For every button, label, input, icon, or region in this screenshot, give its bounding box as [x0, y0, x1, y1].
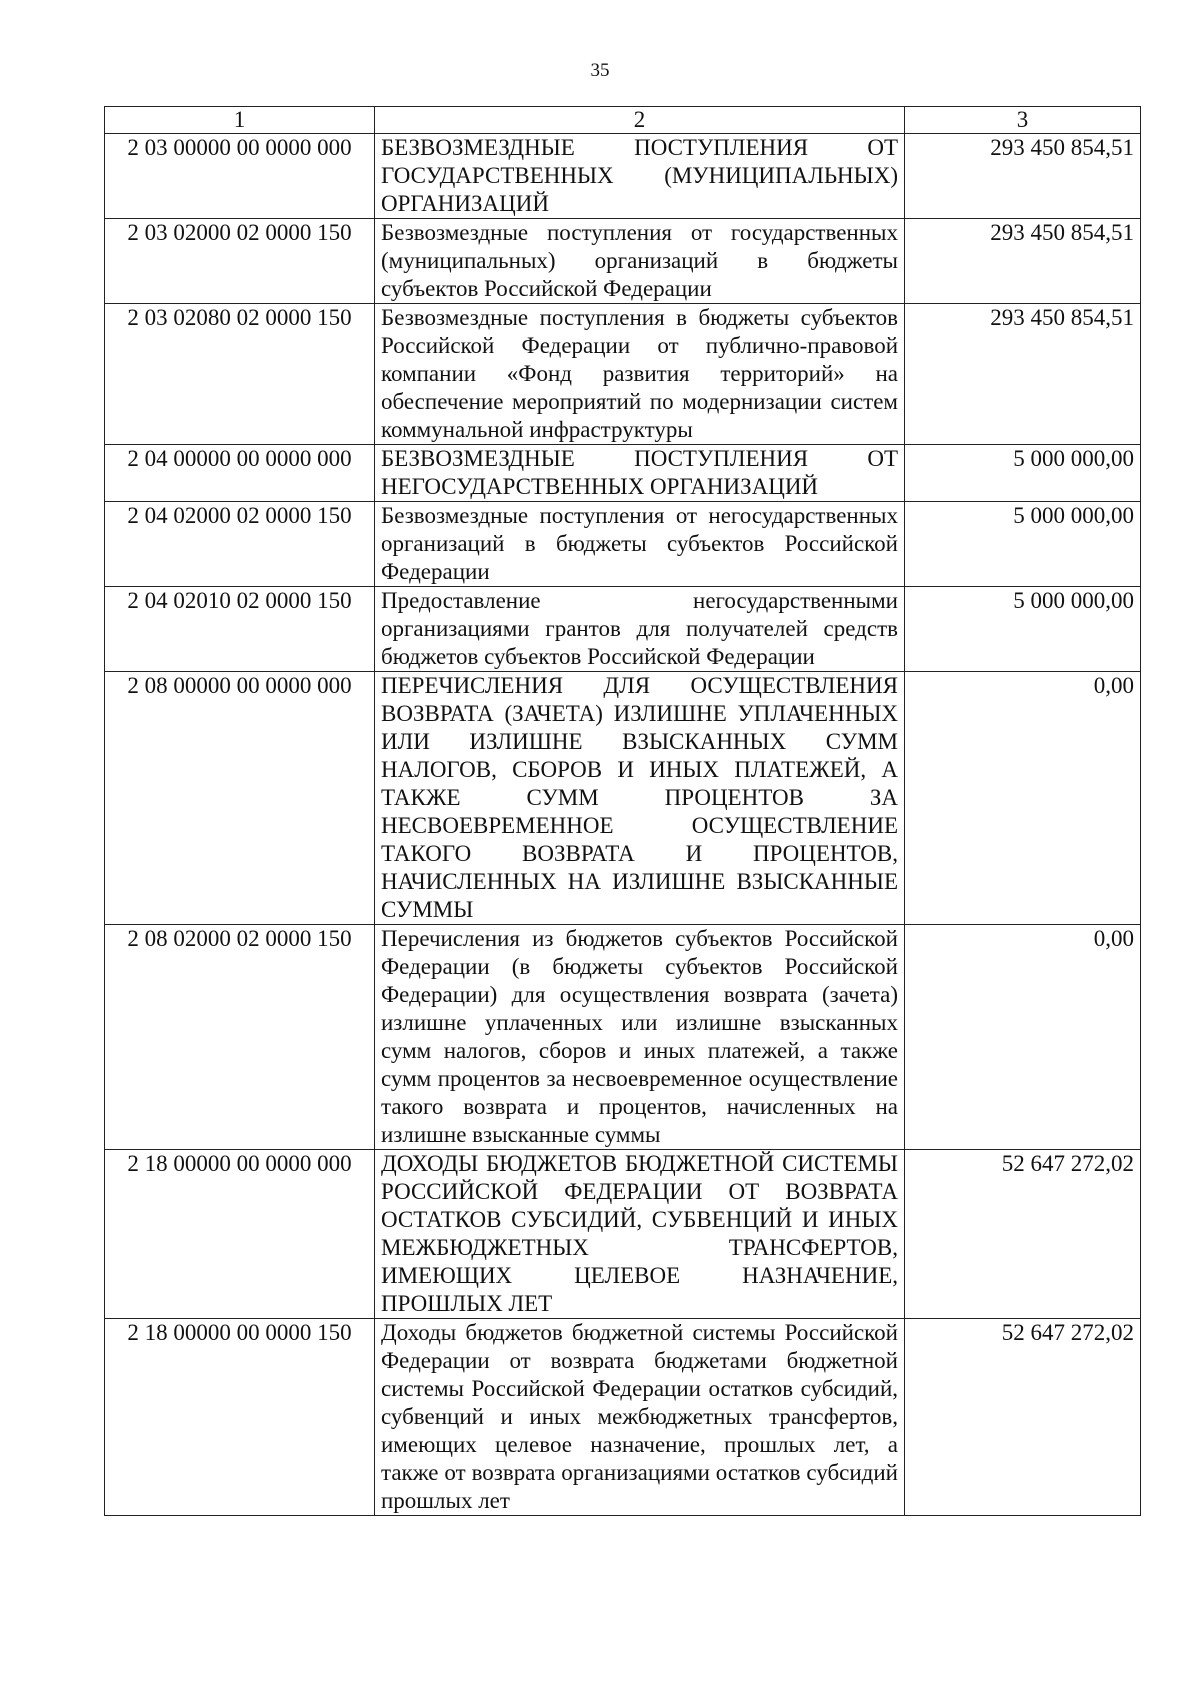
table-row — [105, 134, 1141, 219]
row-description: Предоставление негосударственными организациями грантов для получателей средств бюджетов субъектов Российской Федерации — [375, 587, 905, 672]
column-header-2: 2 — [375, 107, 905, 134]
row-amount: 5 000 000,00 — [905, 587, 1141, 672]
row-amount: 293 450 854,51 — [905, 134, 1141, 219]
budget-code: 2 03 02000 02 0000 150 — [105, 219, 375, 304]
table-header-row — [105, 107, 1141, 134]
budget-code: 2 04 02000 02 0000 150 — [105, 502, 375, 587]
row-amount: 52 647 272,02 — [905, 1150, 1141, 1319]
budget-code: 2 18 00000 00 0000 000 — [105, 1150, 375, 1319]
row-description: ПЕРЕЧИСЛЕНИЯ ДЛЯ ОСУЩЕСТВЛЕНИЯ ВОЗВРАТА (ЗАЧЕТА) ИЗЛИШНЕ УПЛАЧЕННЫХ ИЛИ ИЗЛИШНЕ ВЗЫСКАННЫХ СУММ НАЛОГОВ, СБОРОВ И ИНЫХ ПЛАТЕЖЕЙ, А ТАКЖЕ СУММ ПРОЦЕНТОВ ЗА НЕСВОЕВРЕМЕННОЕ ОСУЩЕСТВЛЕНИЕ ТАКОГО ВОЗВРАТА И ПРОЦЕНТОВ, НАЧИСЛЕННЫХ НА ИЗЛИШНЕ ВЗЫСКАННЫЕ СУММЫ — [375, 672, 905, 925]
row-description: БЕЗВОЗМЕЗДНЫЕ ПОСТУПЛЕНИЯ ОТ НЕГОСУДАРСТВЕННЫХ ОРГАНИЗАЦИЙ — [375, 445, 905, 502]
budget-code: 2 18 00000 00 0000 150 — [105, 1319, 375, 1516]
row-amount: 0,00 — [905, 672, 1141, 925]
table-row — [105, 587, 1141, 672]
budget-code: 2 03 02080 02 0000 150 — [105, 304, 375, 445]
budget-code: 2 04 00000 00 0000 000 — [105, 445, 375, 502]
row-amount: 52 647 272,02 — [905, 1319, 1141, 1516]
budget-code: 2 04 02010 02 0000 150 — [105, 587, 375, 672]
row-description: Доходы бюджетов бюджетной системы Российской Федерации от возврата бюджетами бюджетной системы Российской Федерации остатков субсидий, субвенций и иных межбюджетных трансфертов, имеющих целевое назначение, прошлых лет, а также от возврата организациями остатков субсидий прошлых лет — [375, 1319, 905, 1516]
budget-code: 2 08 02000 02 0000 150 — [105, 925, 375, 1150]
budget-code: 2 03 00000 00 0000 000 — [105, 134, 375, 219]
page-number: 35 — [590, 60, 610, 81]
row-amount: 293 450 854,51 — [905, 219, 1141, 304]
table-row — [105, 304, 1141, 445]
row-description: Безвозмездные поступления от государственных (муниципальных) организаций в бюджеты субъектов Российской Федерации — [375, 219, 905, 304]
table-row — [105, 445, 1141, 502]
row-amount: 0,00 — [905, 925, 1141, 1150]
table-row — [105, 219, 1141, 304]
revenue-table — [104, 106, 1141, 1516]
row-amount: 5 000 000,00 — [905, 445, 1141, 502]
budget-code: 2 08 00000 00 0000 000 — [105, 672, 375, 925]
table-row — [105, 1319, 1141, 1516]
row-description: ДОХОДЫ БЮДЖЕТОВ БЮДЖЕТНОЙ СИСТЕМЫ РОССИЙСКОЙ ФЕДЕРАЦИИ ОТ ВОЗВРАТА ОСТАТКОВ СУБСИДИЙ, СУБВЕНЦИЙ И ИНЫХ МЕЖБЮДЖЕТНЫХ ТРАНСФЕРТОВ, ИМЕЮЩИХ ЦЕЛЕВОЕ НАЗНАЧЕНИЕ, ПРОШЛЫХ ЛЕТ — [375, 1150, 905, 1319]
column-header-3: 3 — [905, 107, 1141, 134]
table-row — [105, 502, 1141, 587]
column-header-1: 1 — [105, 107, 375, 134]
row-amount: 5 000 000,00 — [905, 502, 1141, 587]
row-description: Перечисления из бюджетов субъектов Российской Федерации (в бюджеты субъектов Российской Федерации) для осуществления возврата (зачета) излишне уплаченных или излишне взысканных сумм налогов, сборов и иных платежей, а также сумм процентов за несвоевременное осуществление такого возврата и процентов, начисленных на излишне взысканные суммы — [375, 925, 905, 1150]
row-description: Безвозмездные поступления от негосударственных организаций в бюджеты субъектов Российской Федерации — [375, 502, 905, 587]
row-description: Безвозмездные поступления в бюджеты субъектов Российской Федерации от публично-правовой компании «Фонд развития территорий» на обеспечение мероприятий по модернизации систем коммунальной инфраструктуры — [375, 304, 905, 445]
table-row — [105, 672, 1141, 925]
table-row — [105, 1150, 1141, 1319]
row-description: БЕЗВОЗМЕЗДНЫЕ ПОСТУПЛЕНИЯ ОТ ГОСУДАРСТВЕННЫХ (МУНИЦИПАЛЬНЫХ) ОРГАНИЗАЦИЙ — [375, 134, 905, 219]
table-row — [105, 925, 1141, 1150]
row-amount: 293 450 854,51 — [905, 304, 1141, 445]
